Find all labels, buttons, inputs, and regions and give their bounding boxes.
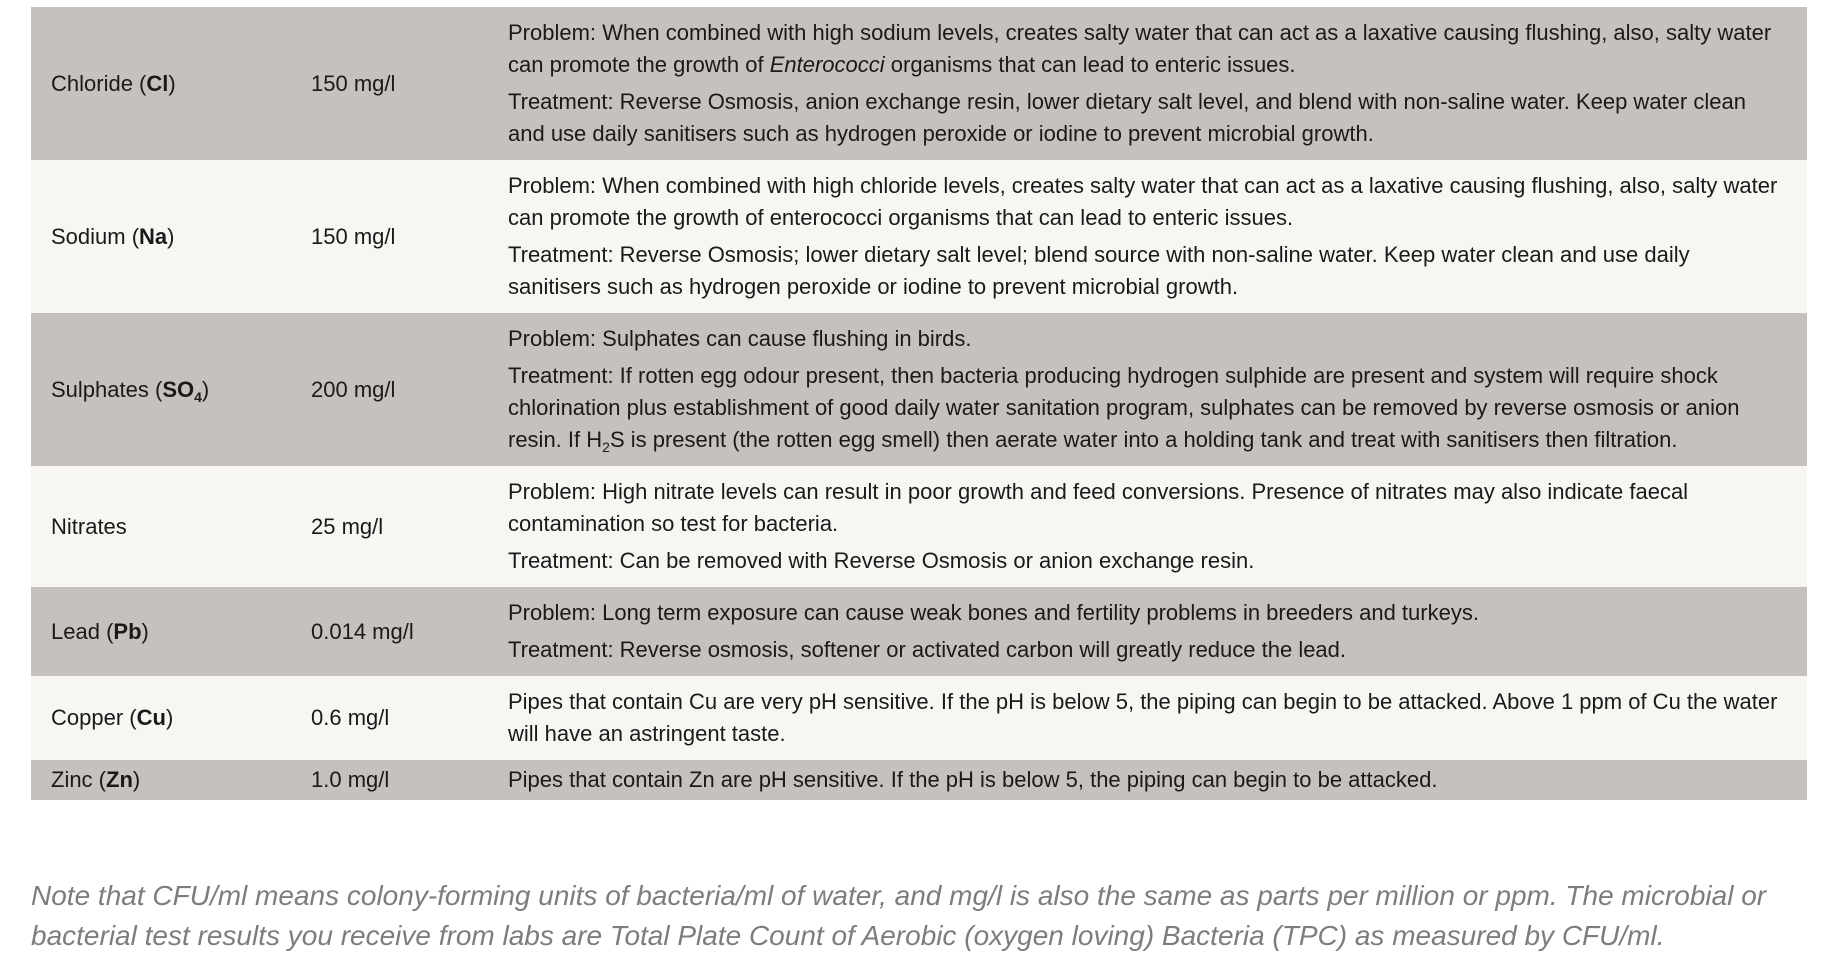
table-row-chloride [31,7,1807,160]
parameter-name: Zinc [51,767,93,792]
treatment-text: Treatment: Reverse Osmosis; lower dietary salt level; blend source with non-saline water. Keep water clean and use daily sanitisers such as hydrogen peroxide or iodine to prevent microbial growth. [508,242,1690,299]
max-level-cell: 0.6 mg/l [311,676,508,760]
parameter-name: Sulphates [51,376,149,402]
parameter-symbol: Cl [146,70,169,96]
problem-text: Problem: Long term exposure can cause weak bones and fertility problems in breeders and turkeys. [508,600,1479,625]
parameter-name: Nitrates [51,513,127,539]
description-cell [508,587,1807,676]
description-cell [508,676,1807,760]
description-cell [508,160,1807,313]
treatment-text: Treatment: If rotten egg odour present, then bacteria producing hydrogen sulphide are present and system will require shock chlorination plus establishment of good daily water sanitation program, sulphates can be removed by reverse osmosis or anion resin. If $H_2S$ is present (the rotten egg smell) then aerate water into a holding tank and treat with sanitisers then filtration. [508,363,1740,455]
treatment-text: Treatment: Can be removed with Reverse Osmosis or anion exchange resin. [508,548,1255,573]
parameter-cell: Chloride (Cl) [31,7,311,160]
parameter-cell [31,466,311,587]
table-row-sulphates [31,313,1807,466]
problem-text: Problem: Sulphates can cause flushing in birds. [508,326,972,351]
parameter-cell: Copper (Cu) [31,676,311,760]
parameter-cell: Sodium (Na) [31,160,311,313]
parameter-cell: Lead (Pb) [31,587,311,676]
table-row-copper [31,676,1807,760]
parameter-name: Chloride [51,70,133,96]
parameter-cell: Zinc (Zn) [31,760,311,800]
description-cell [508,313,1807,466]
max-level-cell: 200 mg/l [311,313,508,466]
max-level-cell: 150 mg/l [311,7,508,160]
max-level-cell: 150 mg/l [311,160,508,313]
description-cell [508,466,1807,587]
water-quality-table [31,7,1807,800]
parameter-symbol: Na [139,223,168,249]
parameter-name: Lead [51,618,100,644]
description-cell [508,760,1807,800]
treatment-text: Treatment: Reverse osmosis, softener or activated carbon will greatly reduce the lead. [508,637,1347,662]
problem-text: Problem: High nitrate levels can result in poor growth and feed conversions. Presence of nitrates may also indicate faecal contamination so test for bacteria. [508,479,1689,536]
parameter-symbol: Pb [113,618,142,644]
footnote: Note that CFU/ml means colony-forming units of bacteria/ml of water, and mg/l is also the same as parts per million or ppm. The microbial or bacterial test results you receive from labs are Total Plate Count of Aerobic (oxygen loving) Bacteria (TPC) as measured by CFU/ml. [31,880,1767,951]
description-cell [508,7,1807,160]
treatment-text: Treatment: Reverse Osmosis, anion exchange resin, lower dietary salt level, and blend with non-saline water. Keep water clean and use daily sanitisers such as hydrogen peroxide or iodine to prevent microbial growth. [508,89,1746,146]
description-text: Pipes that contain Zn are pH sensitive. If the pH is below 5, the piping can begin to be attacked. [508,767,1438,792]
table-row-zinc [31,760,1807,800]
parameter-symbol: Cu [136,705,166,730]
table-row-sodium [31,160,1807,313]
table-row-nitrates [31,466,1807,587]
max-level-cell: 0.014 mg/l [311,587,508,676]
water-quality-table-container [31,7,1807,800]
table-row-lead [31,587,1807,676]
parameter-symbol: $SO_4$ [162,376,202,405]
parameter-cell: Sulphates $(SO_4)$ [31,313,311,466]
description-text: Pipes that contain Cu are very pH sensitive. If the pH is below 5, the piping can begin to be attacked. Above 1 ppm of Cu the water will have an astringent taste. [508,689,1778,746]
parameter-symbol: Zn [106,767,133,792]
problem-text: Problem: When combined with high chloride levels, creates salty water that can act as a laxative causing flushing, also, salty water can promote the growth of enterococci organisms that can lead to enteric issues. [508,173,1778,230]
problem-text: Problem: When combined with high sodium levels, creates salty water that can act as a laxative causing flushing, also, salty water can promote the growth of Enterococci organisms that can lead to enteric issues. [508,20,1772,77]
max-level-cell: 25 mg/l [311,466,508,587]
max-level-cell: 1.0 mg/l [311,760,508,800]
parameter-name: Sodium [51,223,126,249]
parameter-name: Copper [51,705,124,730]
